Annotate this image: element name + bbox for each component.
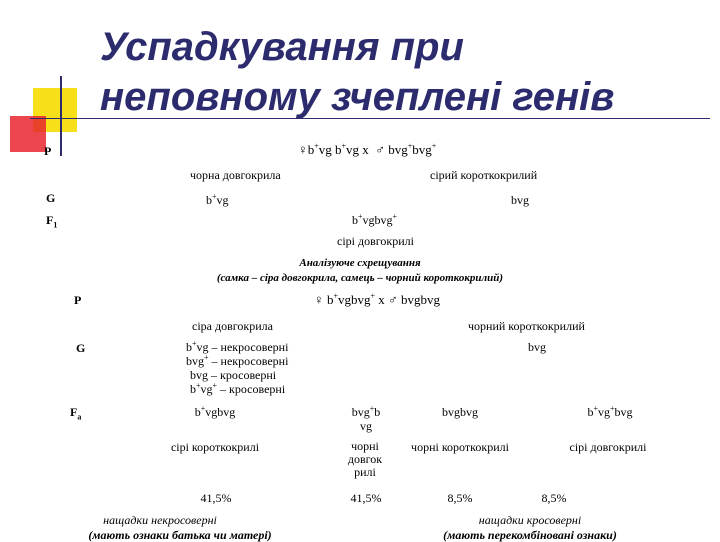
cross2-gamete-3: bvg – кросоверні (190, 368, 277, 382)
cross1-f1-genotype: b+vgbvg+ (352, 212, 398, 227)
page-title (100, 22, 614, 122)
noncrossover-title: нащадки некросоверні (103, 513, 217, 527)
decor-vertical-line (60, 76, 62, 156)
offspring-3-percent: 8,5% (447, 491, 473, 505)
crossover-title: нащадки кросоверні (478, 513, 582, 527)
offspring-2-phenotype: чорні довгок рилі (347, 439, 383, 479)
female-symbol: ♀ (314, 292, 324, 307)
title-line-1: Успадкування при (100, 25, 464, 69)
cross1-male-phenotype: сірий короткокрилий (430, 168, 538, 182)
cross1-genotypes: ♀b+vg b+vg x ♂ bvg+bvg+ (298, 141, 437, 157)
offspring-1-percent: 41,5% (200, 491, 232, 505)
offspring-4-percent: 8,5% (541, 491, 567, 505)
offspring-4-phenotype: сірі довгокрилі (569, 440, 647, 454)
offspring-3-phenotype: чорні короткокрилі (411, 440, 509, 454)
offspring-1-genotype: b+vgbvg (194, 404, 236, 419)
decor-red-square (10, 116, 46, 152)
offspring-3-genotype: bvgbvg (442, 405, 478, 419)
offspring-2-percent: 41,5% (350, 491, 382, 505)
offspring-4-genotype: b+vg+bvg (587, 404, 633, 419)
cross2-gamete-4: b+vg+ – кросоверні (190, 381, 286, 396)
cross2-genotypes: ♀ b+vgbvg+ x ♂ bvgbvg (314, 291, 441, 307)
cross2-male-phenotype: чорний короткокрилий (468, 319, 585, 333)
cross1-female-gamete: b+vg (206, 192, 229, 207)
cross1-p-label: P (44, 144, 52, 158)
cross2-male-gamete: bvg (528, 340, 546, 354)
offspring-2-genotype: bvg+b vg (351, 404, 381, 433)
male-symbol: ♂ (388, 292, 398, 307)
analysis-subtitle: (самка – сіра довгокрила, самець – чорний короткокрилий) (216, 272, 504, 284)
cross2-gamete-2: bvg+ – некросоверні (186, 353, 289, 368)
cross1-male-gamete: bvg (511, 193, 529, 207)
noncrossover-note: (мають ознаки батька чи матері) (88, 528, 272, 542)
cross2-female-phenotype: сіра довгокрила (192, 319, 273, 333)
fa-label: $F_a$ (70, 405, 82, 422)
offspring-1-phenotype: сірі короткокрилі (170, 440, 260, 454)
cross2-g-label: G (76, 341, 86, 355)
crossover-note: (мають перекомбіновані ознаки) (443, 528, 617, 542)
analysis-title: Аналізуюче схрещування (299, 257, 421, 269)
cross1-f1-phenotype: сірі довгокрилі (337, 234, 414, 248)
male-symbol: ♂ (375, 142, 386, 157)
female-symbol: ♀ (298, 142, 308, 157)
cross1-female-phenotype: чорна довгокрила (190, 168, 281, 182)
title-line-2: неповному зчеплені генів (100, 75, 615, 119)
cross2-gamete-1: b+vg – некросоверні (186, 339, 289, 354)
cross1-g-label: G (46, 191, 56, 205)
cross1-f1-label: $F_1$ (46, 213, 58, 230)
cross2-p-label: P (74, 293, 82, 307)
